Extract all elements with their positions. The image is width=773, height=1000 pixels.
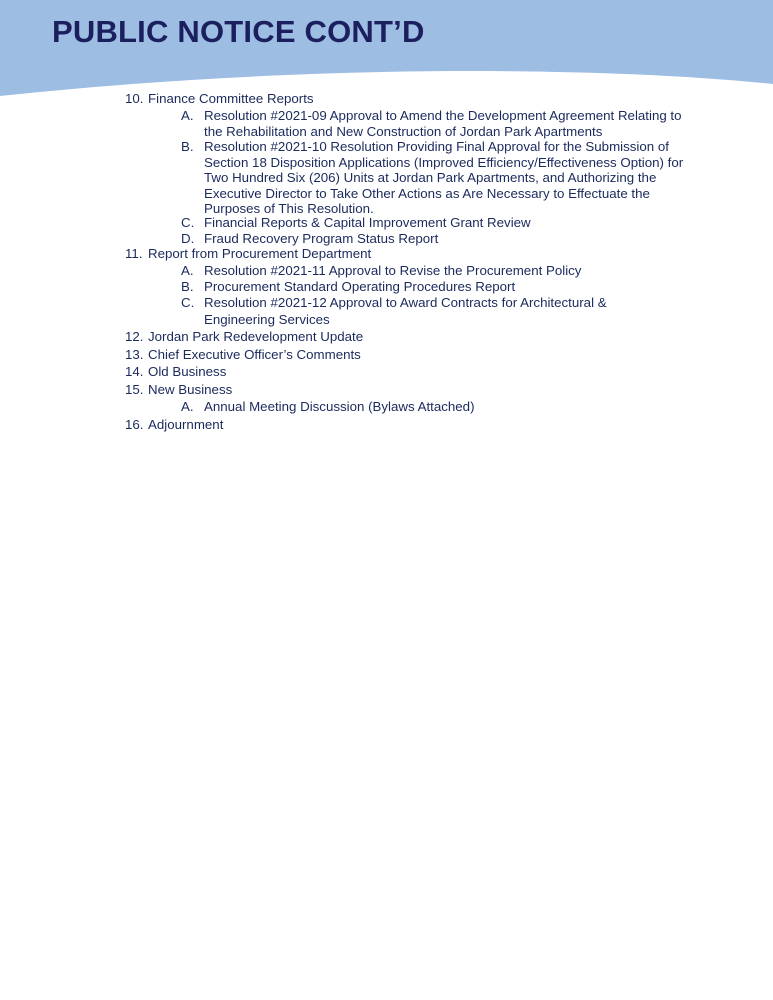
agenda-item-15 xyxy=(125,382,232,398)
sub-item-11b xyxy=(181,279,694,295)
sub-item-letter: A. xyxy=(181,263,194,278)
item-number: 14. xyxy=(125,364,144,379)
sub-item-letter: C. xyxy=(181,215,195,230)
item-label: Chief Executive Officer’s Comments xyxy=(148,347,361,362)
sub-item-10a xyxy=(181,108,694,139)
sub-item-text: Resolution #2021-09 Approval to Amend the Development Agreement Relating to the Rehabilitation and New Construction of Jordan Park Apartments xyxy=(204,108,682,139)
sub-item-text: Resolution #2021-11 Approval to Revise the Procurement Policy xyxy=(204,263,582,278)
sub-item-10c xyxy=(181,215,694,231)
sub-item-letter: C. xyxy=(181,295,195,310)
sub-item-15a xyxy=(181,399,694,415)
sub-item-10d xyxy=(181,231,694,247)
sub-item-letter: A. xyxy=(181,108,194,123)
sub-item-text: Annual Meeting Discussion (Bylaws Attached) xyxy=(204,399,475,414)
sub-item-letter: B. xyxy=(181,139,194,154)
sub-item-letter: D. xyxy=(181,231,195,246)
item-number: 12. xyxy=(125,329,144,344)
item-label: Jordan Park Redevelopment Update xyxy=(148,329,364,344)
sub-item-11a xyxy=(181,263,694,279)
item-number: 13. xyxy=(125,347,144,362)
agenda-item-14 xyxy=(125,364,226,380)
item-label: Report from Procurement Department xyxy=(148,246,372,261)
item-label: New Business xyxy=(148,382,233,397)
sub-item-text: Procurement Standard Operating Procedures Report xyxy=(204,279,516,294)
item-label: Finance Committee Reports xyxy=(148,91,314,106)
sub-item-text: Financial Reports & Capital Improvement Grant Review xyxy=(204,215,531,230)
item-label: Old Business xyxy=(148,364,227,379)
sub-item-text: Fraud Recovery Program Status Report xyxy=(204,231,439,246)
sub-item-10b xyxy=(181,139,694,217)
sub-item-text: Resolution #2021-12 Approval to Award Contracts for Architectural & Engineering Services xyxy=(204,295,607,327)
agenda-item-11 xyxy=(125,246,371,262)
sub-item-11c xyxy=(181,294,624,328)
agenda-item-13 xyxy=(125,347,361,363)
item-number: 11. xyxy=(125,246,143,261)
sub-item-letter: B. xyxy=(181,279,194,294)
page-title: PUBLIC NOTICE CONT’D xyxy=(52,14,425,49)
item-number: 15. xyxy=(125,382,144,397)
agenda-item-12 xyxy=(125,329,363,345)
item-number: 10. xyxy=(125,91,144,106)
agenda-item-10 xyxy=(125,91,314,107)
sub-item-text: Resolution #2021-10 Resolution Providing Final Approval for the Submission of Section 18 Disposition Applications (Improved Efficiency/Effectiveness Option) for Two Hundred Six (206) Units at Jordan Park Apartments, and Authorizing the Executive Director to Take Other Actions as Are Necessary to Effectuate the Purposes of This Resolution. xyxy=(204,139,684,216)
agenda-item-16 xyxy=(125,417,223,433)
item-number: 16. xyxy=(125,417,144,432)
item-label: Adjournment xyxy=(148,417,224,432)
sub-item-letter: A. xyxy=(181,399,194,414)
